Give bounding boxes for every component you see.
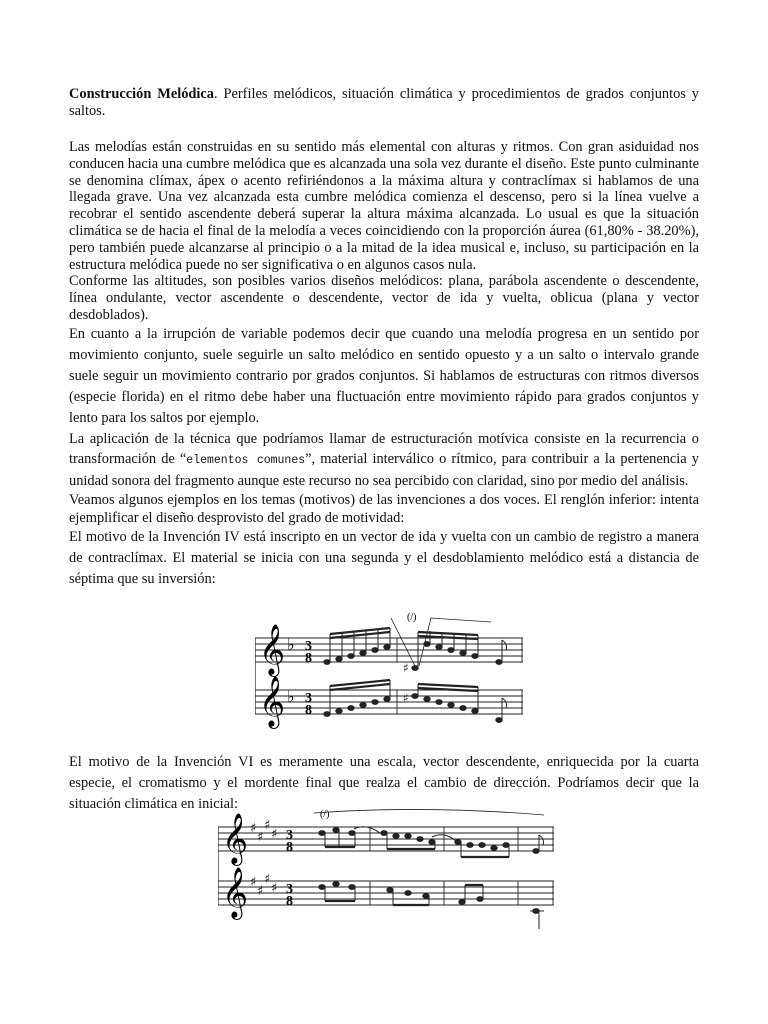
sharp-icon: ♯ xyxy=(257,884,264,899)
score-invention-iv xyxy=(255,610,525,735)
time-signature-top: 3 xyxy=(305,639,312,654)
time-signature-bottom: 8 xyxy=(305,703,312,718)
svg-text:♯: ♯ xyxy=(403,691,409,705)
time-signature-bottom: 8 xyxy=(286,894,293,909)
paragraph-1: Las melodías están construidas en su sentido más elemental con alturas y ritmos. Con gran asiduidad nos conducen hacia una cumbre melódica que es alcanzada una sola vez durante el diseño. Este punto culminante se denomina clímax, ápex o acento refiriéndonos a la máxima altura y contraclímax si hablamos de una llegada grave. Una vez alcanzada esta cumbre melódica comienza el descenso, pero si la línea vuelve a recobrar el sentido ascendente deberá superar la altura máxima alcanzada. Lo usual es que la situación climática se de hacia el final de la melodía a veces coincidiendo con la proporción áurea (61,80% - 38.20%), pero también puede alcanzarse al principio o a la mitad de la idea musical e, incluso, su participación en la estructura melódica puede no ser significativa o en algunos casos nula. xyxy=(69,139,699,273)
paragraph-7: El motivo de la Invención VI es meramente una escala, vector descendente, enriquecida por la cuarta especie, el cromatismo y el mordente final que realza el cambio de dirección. Podríamos decir que la situación climática en inicial: xyxy=(69,754,699,812)
time-signature-bottom: 8 xyxy=(286,840,293,855)
flat-icon: ♭ xyxy=(287,687,295,706)
score-annotation: (/) xyxy=(320,809,330,820)
treble-clef-icon: 𝄞 xyxy=(259,676,286,727)
notes-group xyxy=(324,618,507,722)
paragraph-3: En cuanto a la irrupción de variable podemos decir que cuando una melodía progresa en un sentido por movimiento conjunto, suele seguirle un salto melódico en sentido opuesto y a un salto o intervalo grande suele seguir un movimiento contrario por grados conjuntos. Si hablamos de estructuras con ritmos diversos (especie florida) en el ritmo debe haber una fluctuación entre movimiento rápido para grados conjuntos y lento para los saltos por ejemplo. xyxy=(69,325,699,426)
treble-clef-icon: 𝄞 xyxy=(222,867,249,918)
sharp-icon: ♯ xyxy=(250,875,257,890)
sharp-icon: ♯ xyxy=(250,821,257,836)
body-text xyxy=(69,139,699,590)
time-signature-top: 3 xyxy=(286,882,293,897)
paragraph-4-pre: La aplicación de la técnica que podríamos llamar de estructuración motívica consiste en la recurrencia o transformación de “ xyxy=(69,430,699,467)
sharp-icon: ♯ xyxy=(264,872,271,887)
flat-icon: ♭ xyxy=(287,635,295,654)
music-example-invention-iv xyxy=(255,610,525,735)
score-invention-vi xyxy=(218,805,558,940)
score-annotation: (/) xyxy=(407,612,417,623)
paragraph-5: Veamos algunos ejemplos en los temas (motivos) de las invenciones a dos voces. El renglón inferior: intenta ejemplificar el diseño desprovisto del grado de motividad: xyxy=(69,491,699,526)
sharp-icon: ♯ xyxy=(271,827,278,842)
paragraph-6: El motivo de la Invención IV está inscripto en un vector de ida y vuelta con un cambio de registro a manera de contraclímax. El material se inicia con una segunda y el desdoblamiento melódico está a distancia de séptima que su inversión: xyxy=(69,528,699,587)
music-example-invention-vi xyxy=(218,805,558,940)
paragraph-4-mono: elementos comunes xyxy=(186,453,306,467)
time-signature-bottom: 8 xyxy=(305,651,312,666)
sharp-icon: ♯ xyxy=(264,818,271,833)
heading-line xyxy=(69,86,699,120)
treble-clef-icon: 𝄞 xyxy=(222,813,249,864)
heading-bold: Construcción Melódica xyxy=(69,86,214,102)
paragraph-4-post: ”, material interválico o rítmico, para contribuir a la pertenencia y unidad sonora del fragmento aunque este recurso no sea percibido con claridad, sino por medio del análisis. xyxy=(69,450,699,489)
paragraph-4 xyxy=(69,429,699,491)
sharp-icon: ♯ xyxy=(271,881,278,896)
heading-rest: . Perfiles melódicos, situación climática y procedimientos de grados conjuntos y saltos. xyxy=(69,86,699,119)
sharp-icon: ♯ xyxy=(257,830,264,845)
paragraph-2: Conforme las altitudes, son posibles varios diseños melódicos: plana, parábola ascendente o descendente, línea ondulante, vector ascendente o descendente, vector de ida y vuelta, oblicua (plana y vector desdoblados). xyxy=(69,273,699,323)
time-signature-top: 3 xyxy=(286,828,293,843)
svg-text:♯: ♯ xyxy=(403,661,409,675)
treble-clef-icon: 𝄞 xyxy=(259,624,286,675)
time-signature-top: 3 xyxy=(305,691,312,706)
